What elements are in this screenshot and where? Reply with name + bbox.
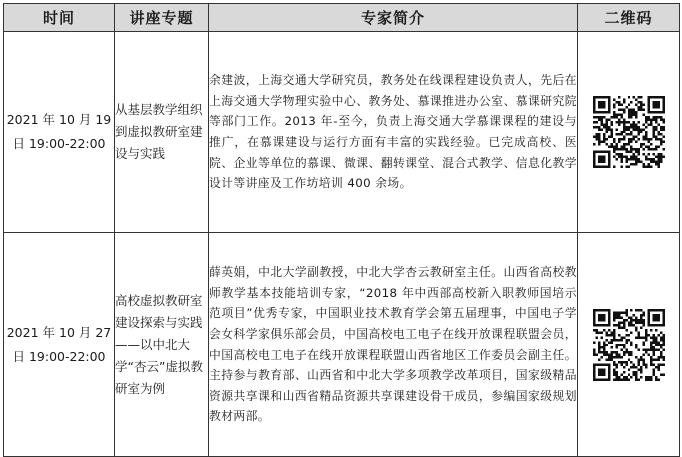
qr-cell [578,32,680,233]
table-row [4,32,680,233]
expert-intro: 薛英娟，中北大学副教授，中北大学杏云教研室主任。山西省高校教师教学基本技能培训专家，“2018 年中西部高校新入职教师国培示范项目”优秀专家，中国职业技术教育学会第五届理事，中国电子学会女科学家俱乐部会员，中国高校电工电子在线开放课程联盟会员，中国高校电工电子在线开放课程联盟山西省地区工作委员会副主任。主持参与教育部、山西省和中北大学多项教学改革项目，国家级精品资源共享课和山西省精品资源共享课建设骨干成员，参编国家级规划教材两部。 [209,233,578,457]
qr-code-icon[interactable] [593,96,665,168]
qr-cell [578,233,680,457]
lecture-topic: 从基层教学组织到虚拟教研室建设与实践 [115,32,209,233]
header-qr: 二维码 [578,4,680,32]
header-intro: 专家简介 [209,4,578,32]
table-row [4,233,680,457]
header-time: 时间 [4,4,115,32]
qr-code-icon[interactable] [593,309,665,381]
header-topic: 讲座专题 [115,4,209,32]
header-row [4,4,680,32]
lecture-topic: 高校虚拟教研室建设探索与实践——以中北大学“杏云”虚拟教研室为例 [115,233,209,457]
lecture-time: 2021 年 10 月 27 日 19:00-22:00 [4,233,115,457]
lecture-time: 2021 年 10 月 19 日 19:00-22:00 [4,32,115,233]
lecture-schedule-table [3,3,680,457]
expert-intro: 余建波，上海交通大学研究员，教务处在线课程建设负责人，先后在上海交通大学物理实验中心、教务处、慕课推进办公室、慕课研究院等部门工作。2013 年-至今，负责上海交通大学慕课课程的建设与推广，在慕课建设与运行方面有丰富的实践经验。已完成高校、医院、企业等单位的慕课、微课、翻转课堂、混合式教学、信息化教学设计等讲座及工作坊培训 400 余场。 [209,32,578,233]
